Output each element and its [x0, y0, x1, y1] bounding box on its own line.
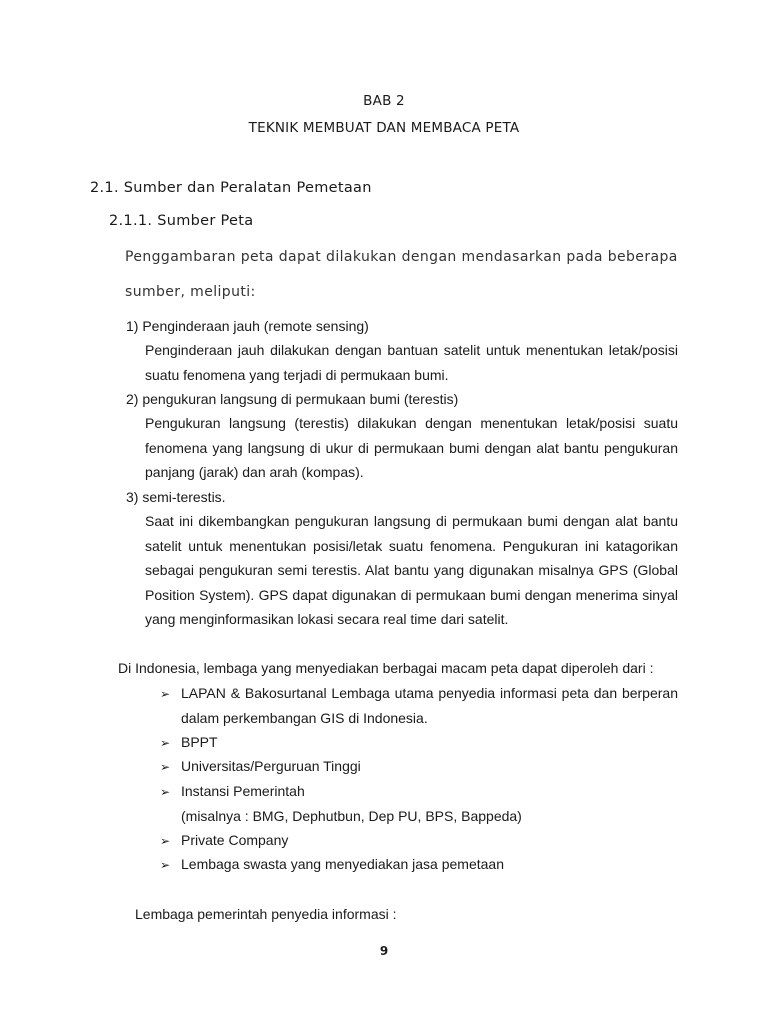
list-item-text: Penginderaan jauh dilakukan dengan bantuan satelit untuk menentukan letak/posisi	[145, 342, 678, 358]
list-item-text: Pengukuran langsung (terestis) dilakukan dengan menentukan letak/posisi suatu	[145, 415, 678, 431]
list-item-title: 1) Penginderaan jauh (remote sensing)	[126, 318, 369, 334]
indonesia-intro: Di Indonesia, lembaga yang menyediakan berbagai macam peta dapat diperoleh dari :	[118, 660, 654, 676]
list-item-text: suatu fenomena yang terjadi di permukaan bumi.	[145, 367, 449, 383]
bullet-item-text: dalam perkembangan GIS di Indonesia.	[181, 710, 428, 726]
bullet-item-text: Lembaga swasta yang menyediakan jasa pemetaan	[181, 856, 504, 872]
bullet-item-text: Private Company	[181, 832, 289, 848]
list-item-text: yang menginformasikan lokasi secara real time dari satelit.	[145, 611, 509, 627]
list-item-text: fenomena yang langsung di ukur di permukaan bumi dengan alat bantu pengukuran	[145, 440, 678, 456]
page-number: 9	[379, 944, 389, 958]
bullet-item-text: BPPT	[181, 734, 218, 750]
list-item-title: 3) semi-terestis.	[126, 489, 226, 505]
intro-line-1: Penggambaran peta dapat dilakukan dengan mendasarkan pada beberapa	[125, 249, 678, 265]
bullet-item-text: Instansi Pemerintah	[181, 783, 305, 799]
chapter-title: TEKNIK MEMBUAT DAN MEMBACA PETA	[248, 120, 520, 136]
arrow-bullet-icon: ➢	[160, 858, 171, 872]
list-item-text: Position System). GPS dapat digunakan di permukaan bumi dengan menerima sinyal	[145, 587, 678, 603]
list-item-text: sebagai pengukuran semi terestis. Alat bantu yang digunakan misalnya GPS (Global	[145, 562, 678, 578]
list-item-title: 2) pengukuran langsung di permukaan bumi (terestis)	[126, 391, 459, 407]
closing-text: Lembaga pemerintah penyedia informasi :	[135, 906, 397, 922]
arrow-bullet-icon: ➢	[160, 687, 171, 701]
bullet-item-text: Universitas/Perguruan Tinggi	[181, 758, 361, 774]
arrow-bullet-icon: ➢	[160, 834, 171, 848]
list-item-text: satelit untuk menentukan posisi/letak suatu fenomena. Pengukuran ini katagorikan	[145, 538, 678, 554]
list-item-text: panjang (jarak) dan arah (kompas).	[145, 464, 364, 480]
intro-line-2: sumber, meliputi:	[125, 284, 256, 300]
arrow-bullet-icon: ➢	[160, 736, 171, 750]
section-heading: 2.1. Sumber dan Peralatan Pemetaan	[90, 180, 372, 196]
arrow-bullet-icon: ➢	[160, 785, 171, 799]
list-item-text: Saat ini dikembangkan pengukuran langsung di permukaan bumi dengan alat bantu	[145, 513, 678, 529]
subsection-heading: 2.1.1. Sumber Peta	[109, 213, 254, 229]
bullet-item-note: (misalnya : BMG, Dephutbun, Dep PU, BPS, Bappeda)	[181, 808, 522, 824]
arrow-bullet-icon: ➢	[160, 760, 171, 774]
bullet-item-text: LAPAN & Bakosurtanal Lembaga utama penyedia informasi peta dan berperan	[181, 685, 678, 701]
chapter-label: BAB 2	[363, 93, 405, 109]
